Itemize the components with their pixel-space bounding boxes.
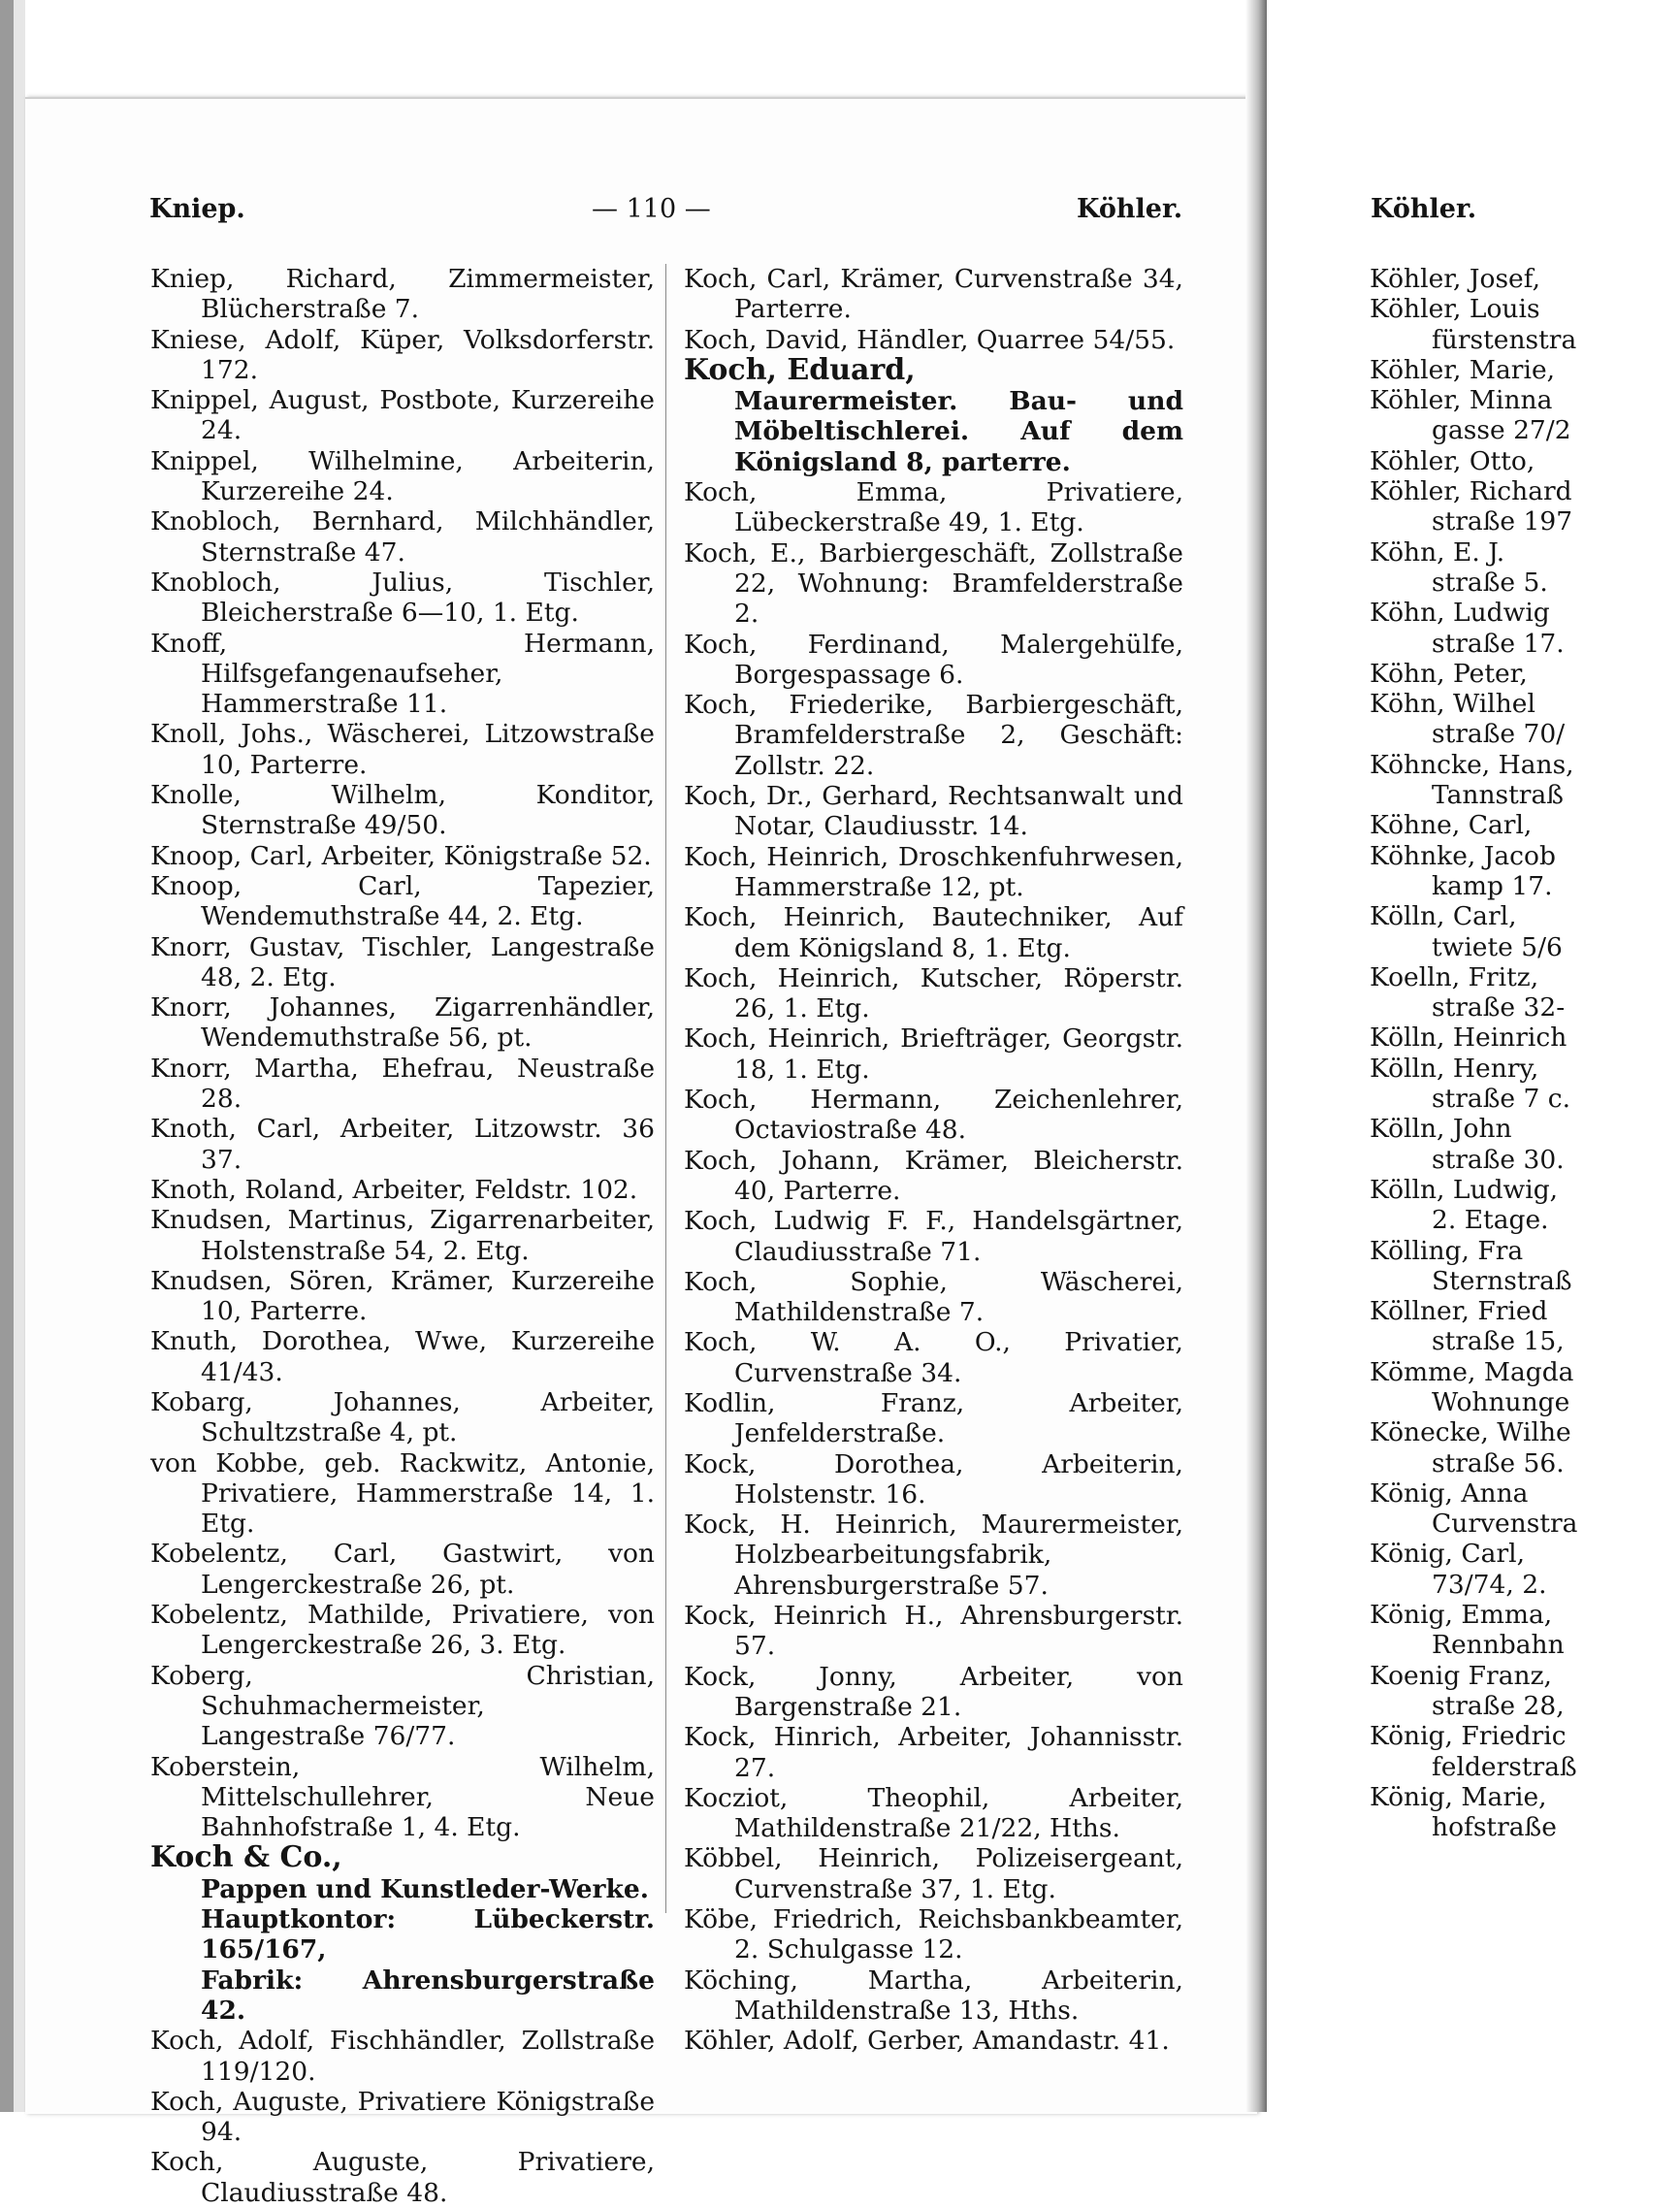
- directory-entry: straße 5.: [1432, 567, 1548, 598]
- left-tail-entries: [150, 2026, 655, 2208]
- directory-entry: König, Friedric: [1370, 1721, 1567, 1752]
- directory-entry: Koch, Carl, Krämer, Curvenstraße 34, Parterre.: [684, 264, 1183, 325]
- book-binding-edge: [0, 0, 14, 2112]
- directory-entry: straße 56.: [1432, 1447, 1565, 1478]
- middle-head-entries: [684, 264, 1183, 355]
- directory-entry: Köhler, Otto,: [1370, 445, 1535, 476]
- directory-entry: Kniep, Richard, Zimmermeister, Blücherstraße 7.: [150, 264, 655, 325]
- directory-entry: König, Carl,: [1370, 1539, 1526, 1570]
- directory-entry: Koch, E., Barbiergeschäft, Zollstraße 22, Wohnung: Bramfelderstraße 2.: [684, 537, 1183, 630]
- next-page-catchword: Köhler.: [1371, 194, 1477, 224]
- directory-entry: Koch, Heinrich, Briefträger, Georgstr. 18, 1. Etg.: [684, 1023, 1183, 1085]
- directory-entry: Koch, W. A. O., Privatier, Curvenstraße 34.: [684, 1327, 1183, 1388]
- directory-entry: Knippel, August, Postbote, Kurzereihe 24.: [150, 385, 655, 446]
- column-divider: [665, 264, 666, 1913]
- directory-entry: 73/74, 2.: [1432, 1569, 1547, 1600]
- directory-entry: Koch, Friederike, Barbiergeschäft, Bramfelderstraße 2, Geschäft: Zollstr. 22.: [684, 690, 1183, 781]
- left-entries: [150, 264, 655, 1842]
- directory-entry: Köllner, Fried: [1370, 1296, 1548, 1327]
- firm-name: Koch & Co.,: [150, 1840, 342, 1875]
- directory-entry: Köhler, Marie,: [1370, 354, 1556, 385]
- directory-entry: Köbe, Friedrich, Reichsbankbeamter, 2. Schulgasse 12.: [684, 1904, 1183, 1965]
- directory-entry: Kobelentz, Carl, Gastwirt, von Lengerckestraße 26, pt.: [150, 1539, 655, 1600]
- left-catchword: Kniep.: [149, 194, 245, 224]
- directory-entry: Knippel, Wilhelmine, Arbeiterin, Kurzereihe 24.: [150, 445, 655, 507]
- directory-entry: Koch, David, Händler, Quarree 54/55.: [684, 324, 1176, 355]
- directory-entry: Koch, Johann, Krämer, Bleicherstr. 40, Parterre.: [684, 1145, 1183, 1206]
- directory-entry: Knoop, Carl, Arbeiter, Königstraße 52.: [150, 840, 652, 871]
- directory-entry: Köhncke, Hans,: [1370, 749, 1574, 780]
- directory-entry: Kölln, Carl,: [1370, 901, 1517, 932]
- directory-entry: straße 197: [1432, 506, 1573, 537]
- directory-entry: Rennbahn: [1432, 1630, 1565, 1661]
- right-catchword: Köhler.: [1077, 194, 1183, 224]
- directory-entry: Köhler, Richard: [1370, 476, 1572, 507]
- directory-entry: Knoth, Roland, Arbeiter, Feldstr. 102.: [150, 1174, 638, 1205]
- directory-entry: Koch, Auguste, Privatiere Königstraße 94.: [150, 2086, 655, 2148]
- directory-entry: Sternstraß: [1432, 1265, 1572, 1296]
- directory-entry: Koch, Heinrich, Droschkenfuhrwesen, Hammerstraße 12, pt.: [684, 841, 1183, 902]
- directory-entry: Tannstraß: [1432, 780, 1564, 811]
- firm-line-2: Hauptkontor: Lübeckerstr. 165/167,: [201, 1904, 655, 1965]
- directory-entry: Koch, Ludwig F. F., Handelsgärtner, Claudiusstraße 71.: [684, 1206, 1183, 1267]
- directory-entry: Kock, H. Heinrich, Maurermeister, Holzbearbeitungsfabrik, Ahrensburgerstraße 57.: [684, 1510, 1183, 1601]
- directory-entry: Kobarg, Johannes, Arbeiter, Schultzstraße 4, pt.: [150, 1386, 655, 1448]
- bold-entry: [684, 352, 1183, 477]
- directory-entry: Köching, Martha, Arbeiterin, Mathildenstraße 13, Hths.: [684, 1964, 1183, 2026]
- directory-entry: straße 15,: [1432, 1326, 1565, 1357]
- directory-entry: Knudsen, Martinus, Zigarrenarbeiter, Holstenstraße 54, 2. Etg.: [150, 1205, 655, 1266]
- directory-entry: gasse 27/2: [1432, 415, 1571, 446]
- directory-entry: Kölln, Henry,: [1370, 1053, 1539, 1084]
- directory-entry: Kölln, Heinrich: [1370, 1023, 1567, 1054]
- book-binding-edge-inner: [14, 0, 25, 2112]
- directory-entry: Koch, Sophie, Wäscherei, Mathildenstraße 7.: [684, 1266, 1183, 1328]
- directory-entry: Kniese, Adolf, Küper, Volksdorferstr. 172.: [150, 324, 655, 385]
- directory-entry: Knorr, Martha, Ehefrau, Neustraße 28.: [150, 1053, 655, 1115]
- directory-entry: straße 17.: [1432, 628, 1565, 659]
- directory-entry: König, Marie,: [1370, 1781, 1547, 1812]
- directory-entry: Knobloch, Julius, Tischler, Bleicherstraße 6—10, 1. Etg.: [150, 567, 655, 629]
- middle-entries: [684, 477, 1183, 2056]
- directory-entry: Knuth, Dorothea, Wwe, Kurzereihe 41/43.: [150, 1326, 655, 1387]
- directory-entry: kamp 17.: [1432, 870, 1553, 901]
- directory-entry: Köhler, Adolf, Gerber, Amandastr. 41.: [684, 2026, 1170, 2057]
- directory-entry: Köhn, Peter,: [1370, 658, 1528, 689]
- directory-entry: straße 30.: [1432, 1144, 1565, 1175]
- directory-entry: Kock, Hinrich, Arbeiter, Johannisstr. 27.: [684, 1722, 1183, 1783]
- directory-entry: Koch, Dr., Gerhard, Rechtsanwalt und Notar, Claudiusstr. 14.: [684, 781, 1183, 842]
- directory-entry: hofstraße: [1432, 1812, 1557, 1843]
- directory-entry: Köhn, Wilhel: [1370, 689, 1535, 720]
- directory-entry: Kölling, Fra: [1370, 1235, 1524, 1266]
- directory-entry: straße 32-: [1432, 992, 1566, 1023]
- directory-entry: Köbbel, Heinrich, Polizeisergeant, Curvenstraße 37, 1. Etg.: [684, 1843, 1183, 1904]
- directory-entry: Curvenstra: [1432, 1509, 1578, 1540]
- directory-entry: Kock, Jonny, Arbeiter, von Bargenstraße 21.: [684, 1661, 1183, 1722]
- directory-entry: Kömme, Magda: [1370, 1356, 1574, 1387]
- directory-entry: Knorr, Gustav, Tischler, Langestraße 48, 2. Etg.: [150, 931, 655, 992]
- directory-entry: Koberstein, Wilhelm, Mittelschullehrer, Neue Bahnhofstraße 1, 4. Etg.: [150, 1751, 655, 1843]
- directory-entry: 2. Etage.: [1432, 1205, 1549, 1236]
- directory-entry: Kölln, Ludwig,: [1370, 1174, 1559, 1205]
- bold-entry-name: Koch, Eduard,: [684, 352, 916, 387]
- directory-entry: Koelln, Fritz,: [1370, 961, 1539, 992]
- directory-entry: König, Anna: [1370, 1477, 1529, 1509]
- directory-entry: Kocziot, Theophil, Arbeiter, Mathildenstraße 21/22, Hths.: [684, 1782, 1183, 1844]
- directory-entry: fürstenstra: [1432, 324, 1577, 355]
- directory-entry: Knorr, Johannes, Zigarrenhändler, Wendemuthstraße 56, pt.: [150, 992, 655, 1054]
- firm-line-3: Fabrik: Ahrensburgerstraße 42.: [201, 1964, 655, 2026]
- directory-entry: Knudsen, Sören, Krämer, Kurzereihe 10, Parterre.: [150, 1265, 655, 1327]
- page-number: — 110 —: [592, 194, 711, 224]
- directory-entry: Kock, Dorothea, Arbeiterin, Holstenstr. 16.: [684, 1448, 1183, 1510]
- directory-entry: Koch, Adolf, Fischhändler, Zollstraße 119/120.: [150, 2026, 655, 2087]
- directory-entry: straße 70/: [1432, 719, 1566, 750]
- directory-entry: Köhler, Josef,: [1370, 264, 1541, 294]
- directory-entry: Koch, Auguste, Privatiere, Claudiusstraße 48.: [150, 2147, 655, 2208]
- directory-entry: Köhnke, Jacob: [1370, 840, 1556, 871]
- directory-column-left: [150, 264, 655, 2208]
- directory-entry: Koch, Hermann, Zeichenlehrer, Octaviostraße 48.: [684, 1085, 1183, 1146]
- directory-entry: König, Emma,: [1370, 1600, 1553, 1631]
- directory-entry: Köhler, Louis: [1370, 294, 1540, 325]
- directory-entry: Knoll, Johs., Wäscherei, Litzowstraße 10, Parterre.: [150, 719, 655, 780]
- directory-entry: Knoff, Hermann, Hilfsgefangenaufseher, Hammerstraße 11.: [150, 628, 655, 720]
- directory-entry: Knobloch, Bernhard, Milchhändler, Sternstraße 47.: [150, 506, 655, 568]
- directory-entry: Köhn, E. J.: [1370, 536, 1505, 568]
- directory-entry: Koch, Emma, Privatiere, Lübeckerstraße 49, 1. Etg.: [684, 477, 1183, 538]
- next-page-entries: [1370, 264, 1680, 1842]
- directory-entry: von Kobbe, geb. Rackwitz, Antonie, Privatiere, Hammerstraße 14, 1. Etg.: [150, 1447, 655, 1540]
- directory-entry: Koch, Ferdinand, Malergehülfe, Borgespassage 6.: [684, 629, 1183, 690]
- directory-entry: Köhler, Minna: [1370, 385, 1553, 416]
- firm-entry: [150, 1842, 655, 2026]
- gutter-shadow: [1245, 0, 1267, 2112]
- directory-entry: twiete 5/6: [1432, 931, 1563, 962]
- directory-entry: Koenig Franz,: [1370, 1660, 1552, 1691]
- directory-entry: Koch, Heinrich, Bautechniker, Auf dem Königsland 8, 1. Etg.: [684, 902, 1183, 963]
- directory-entry: Kobelentz, Mathilde, Privatiere, von Lengerckestraße 26, 3. Etg.: [150, 1600, 655, 1661]
- directory-entry: straße 28,: [1432, 1690, 1565, 1721]
- firm-line-1: Pappen und Kunstleder-Werke.: [201, 1873, 649, 1904]
- next-page-column: [1370, 264, 1680, 1842]
- directory-entry: Knolle, Wilhelm, Konditor, Sternstraße 49/50.: [150, 780, 655, 841]
- directory-entry: Könecke, Wilhe: [1370, 1417, 1571, 1448]
- directory-entry: Kock, Heinrich H., Ahrensburgerstr. 57.: [684, 1601, 1183, 1662]
- directory-column-right: [684, 264, 1183, 2057]
- directory-entry: Knoop, Carl, Tapezier, Wendemuthstraße 44, 2. Etg.: [150, 870, 655, 932]
- directory-entry: Wohnunge: [1432, 1386, 1570, 1417]
- directory-entry: Kölln, John: [1370, 1114, 1512, 1145]
- directory-entry: Kodlin, Franz, Arbeiter, Jenfelderstraße.: [684, 1387, 1183, 1449]
- directory-entry: Koberg, Christian, Schuhmachermeister, Langestraße 76/77.: [150, 1660, 655, 1752]
- bold-entry-text: Maurermeister. Bau- und Möbeltischlerei. Auf dem Königsland 8, parterre.: [734, 386, 1183, 477]
- directory-entry: Knoth, Carl, Arbeiter, Litzowstr. 36 37.: [150, 1114, 655, 1175]
- directory-entry: straße 7 c.: [1432, 1084, 1571, 1115]
- directory-entry: Koch, Heinrich, Kutscher, Röperstr. 26, 1. Etg.: [684, 962, 1183, 1024]
- directory-entry: Köhn, Ludwig: [1370, 598, 1550, 629]
- directory-entry: Köhne, Carl,: [1370, 810, 1533, 841]
- directory-entry: felderstraß: [1432, 1751, 1577, 1782]
